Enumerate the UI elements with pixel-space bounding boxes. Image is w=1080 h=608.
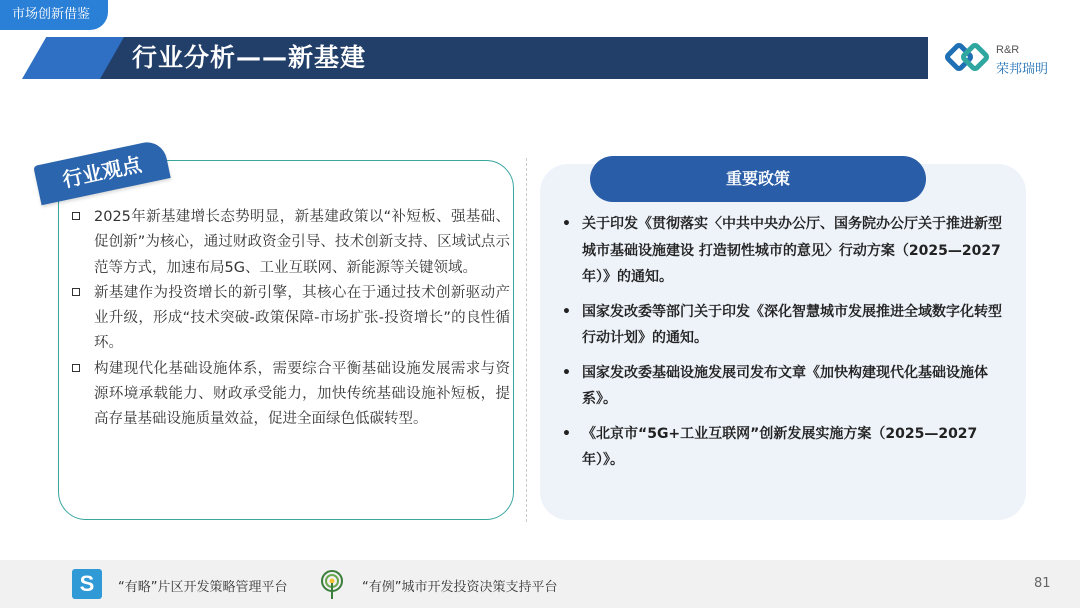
point-text: 新基建作为投资增长的新引擎，其核心在于通过技术创新驱动产业升级，形成“技术突破-政策保障-市场扩张-投资增长”的良性循环。 xyxy=(94,284,510,352)
industry-view-tag-label: 行业观点 xyxy=(60,151,144,193)
square-bullet-icon xyxy=(72,212,80,220)
list-item xyxy=(70,357,510,433)
section-tab: 市场创新借鉴 xyxy=(0,0,108,30)
industry-view-list xyxy=(70,205,510,433)
bullet-icon: • xyxy=(562,216,571,232)
square-bullet-icon xyxy=(72,364,80,372)
policy-text: 国家发改委基础设施发展司发布文章《加快构建现代化基础设施体系》。 xyxy=(582,364,988,407)
square-bullet-icon xyxy=(72,288,80,296)
list-item xyxy=(70,281,510,357)
panel-divider xyxy=(526,158,527,522)
logo-name: 荣邦瑞明 xyxy=(996,62,1049,77)
page-number: 81 xyxy=(1034,576,1051,591)
page-title: 行业分析——新基建 xyxy=(132,43,367,72)
policy-text: 关于印发《贯彻落实〈中共中央办公厅、国务院办公厅关于推进新型城市基础设施建设 打造韧性城市的意见〉行动方案（2025—2027年）》的通知。 xyxy=(582,216,1002,285)
policy-list xyxy=(562,211,1010,482)
youlue-platform-icon: S xyxy=(72,569,102,599)
policy-heading: 重要政策 xyxy=(590,156,926,202)
logo-mark-text: R&R xyxy=(996,44,1020,56)
list-item xyxy=(70,205,510,281)
policy-text: 《北京市“5G+工业互联网”创新发展实施方案（2025—2027年）》。 xyxy=(582,425,978,468)
company-logo xyxy=(944,42,1064,76)
list-item xyxy=(562,421,1010,474)
point-text: 2025年新基建增长态势明显，新基建政策以“补短板、强基础、促创新”为核心，通过财政资金引导、技术创新支持、区域试点示范等方式，加速布局5G、工业互联网、新能源等关键领域。 xyxy=(94,209,510,276)
youlue-platform-label: “有略”片区开发策略管理平台 xyxy=(118,580,288,595)
list-item xyxy=(562,211,1010,291)
bullet-icon: • xyxy=(562,303,571,320)
youli-platform-icon xyxy=(318,569,346,601)
point-text: 构建现代化基础设施体系，需要综合平衡基础设施发展需求与资源环境承载能力、财政承受能力，加快传统基础设施补短板，提高存量基础设施质量效益，促进全面绿色低碳转型。 xyxy=(94,360,510,428)
youli-platform-label: “有例”城市开发投资决策支持平台 xyxy=(362,580,558,595)
bullet-icon: • xyxy=(562,425,571,442)
logo-mark-icon xyxy=(944,42,992,76)
bullet-icon: • xyxy=(562,364,571,381)
list-item xyxy=(562,299,1010,352)
list-item xyxy=(562,360,1010,413)
policy-text: 国家发改委等部门关于印发《深化智慧城市发展推进全域数字化转型行动计划》的通知。 xyxy=(582,303,1002,346)
